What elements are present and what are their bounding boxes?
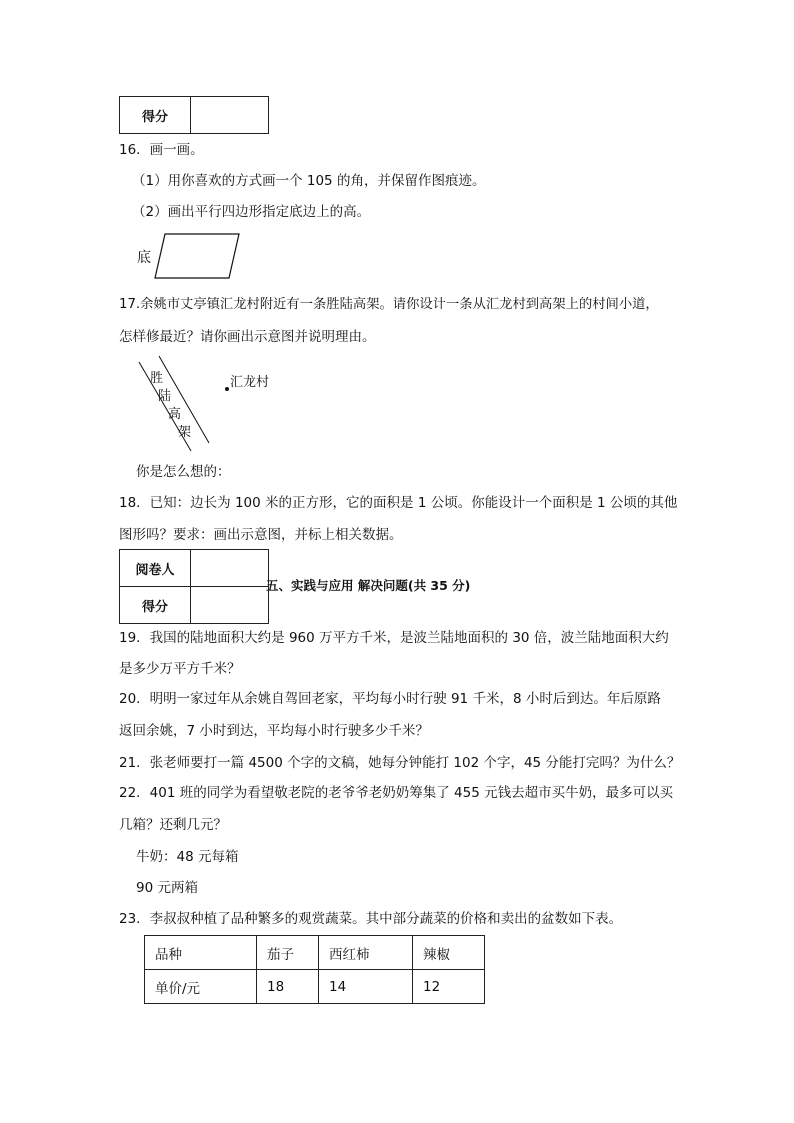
q16-part1: （1）用你喜欢的方式画一个 105 的角，并保留作图痕迹。 xyxy=(132,173,486,189)
q20-line2: 返回余姚，7 小时到达，平均每小时行驶多少千米？ xyxy=(119,723,429,739)
table-header-cell: 西红柿 xyxy=(319,936,413,970)
table-cell: 18 xyxy=(257,970,319,1004)
reviewer-label: 阅卷人 xyxy=(120,550,191,587)
q23-line1: 23．李叔叔种植了品种繁多的观赏蔬菜。其中部分蔬菜的价格和卖出的盆数如下表。 xyxy=(119,911,623,927)
table-cell: 14 xyxy=(319,970,413,1004)
section5-title: 五、实践与应用 解决问题(共 35 分) xyxy=(266,578,471,593)
score-label: 得分 xyxy=(120,97,191,134)
q17-figure xyxy=(135,355,295,455)
q22-price1: 牛奶：48 元每箱 xyxy=(136,849,239,865)
q22-line2: 几箱？还剩几元？ xyxy=(119,817,227,833)
q22-line1: 22．401 班的同学为看望敬老院的老爷爷老奶奶筹集了 455 元钱去超市买牛奶，最多可以买 xyxy=(119,785,674,801)
road-char-1: 胜 xyxy=(150,371,164,386)
road-char-2: 陆 xyxy=(158,389,172,404)
table-header-cell: 茄子 xyxy=(257,936,319,970)
q19-line2: 是多少万平方千米？ xyxy=(119,661,241,677)
base-label: 底 xyxy=(137,250,151,266)
village-label: 汇龙村 xyxy=(230,375,270,390)
q21-line1: 21．张老师要打一篇 4500 个字的文稿，她每分钟能打 102 个字，45 分能打完吗？为什么？ xyxy=(119,755,681,771)
parallelogram-shape xyxy=(135,230,245,280)
score-blank xyxy=(191,97,269,134)
vegetable-table xyxy=(144,935,485,1004)
table-cell: 单价/元 xyxy=(145,970,257,1004)
q17-line2: 怎样修最近？请你画出示意图并说明理由。 xyxy=(119,329,376,345)
q16-figure xyxy=(135,230,245,280)
score-box-section xyxy=(119,549,269,624)
q16-part2: （2）画出平行四边形指定底边上的高。 xyxy=(132,204,371,220)
q18-line1: 18．已知：边长为 100 米的正方形，它的面积是 1 公顷。你能设计一个面积是 1 公顷的其他 xyxy=(119,495,678,511)
village-point xyxy=(225,387,229,391)
q18-line2: 图形吗？要求：画出示意图，并标上相关数据。 xyxy=(119,527,403,543)
q22-price2: 90 元两箱 xyxy=(136,880,198,896)
table-cell: 12 xyxy=(413,970,485,1004)
q20-line1: 20．明明一家过年从余姚自驾回老家，平均每小时行驶 91 千米，8 小时后到达。年后原路 xyxy=(119,691,661,707)
table-header-cell: 辣椒 xyxy=(413,936,485,970)
table-row xyxy=(145,936,485,970)
road-char-3: 高 xyxy=(168,407,182,422)
q17-line1: 17.余姚市丈亭镇汇龙村附近有一条胜陆高架。请你设计一条从汇龙村到高架上的村间小道， xyxy=(119,297,659,312)
table-header-cell: 品种 xyxy=(145,936,257,970)
score-label-2: 得分 xyxy=(120,587,191,624)
score-box-top xyxy=(119,96,269,134)
score-blank-2 xyxy=(191,587,269,624)
reviewer-blank xyxy=(191,550,269,587)
road-char-4: 架 xyxy=(178,425,192,440)
q19-line1: 19．我国的陆地面积大约是 960 万平方千米，是波兰陆地面积的 30 倍，波兰陆地面积大约 xyxy=(119,630,669,646)
q16-title: 16．画一画。 xyxy=(119,142,204,158)
table-row xyxy=(145,970,485,1004)
q17-think: 你是怎么想的： xyxy=(136,464,231,480)
